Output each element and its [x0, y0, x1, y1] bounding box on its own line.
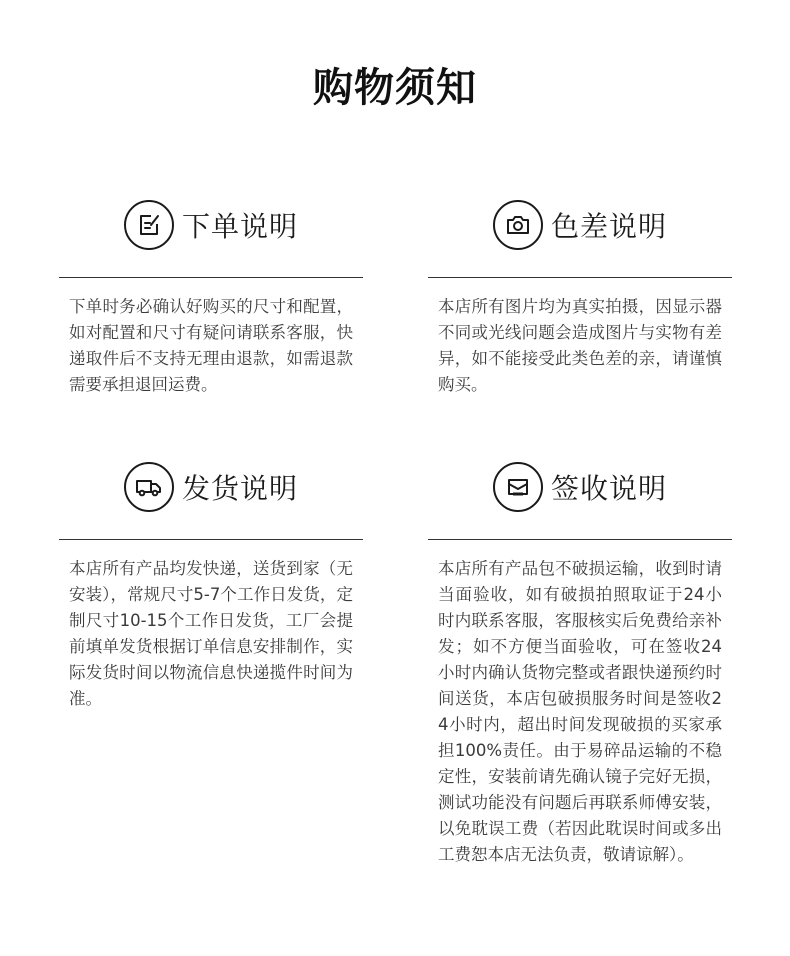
divider	[428, 277, 732, 278]
section-order	[59, 193, 363, 398]
section-shipping	[59, 455, 363, 712]
section-title: 发货说明	[181, 472, 298, 505]
divider	[428, 539, 732, 540]
edit-note-icon	[124, 200, 174, 250]
section-title: 下单说明	[181, 210, 298, 243]
section-header	[59, 455, 363, 519]
section-header	[428, 455, 732, 519]
section-body: 本店所有图片均为真实拍摄，因显示器不同或光线问题会造成图片与实物有差异，如不能接受此类色差的亲，请谨慎购买。	[438, 297, 722, 394]
section-body: 本店所有产品均发快递，送货到家（无安装），常规尺寸5-7个工作日发货，定制尺寸10-15个工作日发货，工厂会提前填单发货根据订单信息安排制作，实际发货时间以物流信息快递揽件时间为准。	[69, 559, 353, 708]
divider	[59, 539, 363, 540]
truck-icon	[124, 462, 174, 512]
section-header	[59, 193, 363, 257]
section-color	[428, 193, 732, 398]
section-title: 签收说明	[550, 472, 667, 505]
camera-icon	[493, 200, 543, 250]
page-title: 购物须知	[313, 65, 477, 111]
package-icon	[493, 462, 543, 512]
section-title: 色差说明	[550, 210, 667, 243]
section-body: 本店所有产品包不破损运输，收到时请当面验收，如有破损拍照取证于24小时内联系客服，客服核实后免费给亲补发；如不方便当面验收，可在签收24小时内确认货物完整或者跟快递预约时间送货，本店包破损服务时间是签收24小时内，超出时间发现破损的买家承担100%责任。由于易碎品运输的不稳定性，安装前请先确认镜子完好无损，测试功能没有问题后再联系师傅安装，以免耽误工费（若因此耽误时间或多出工费恕本店无法负责，敬请谅解）。	[438, 559, 722, 864]
section-receipt	[428, 455, 732, 868]
divider	[59, 277, 363, 278]
section-body: 下单时务必确认好购买的尺寸和配置，如对配置和尺寸有疑问请联系客服，快递取件后不支持无理由退款，如需退款需要承担退回运费。	[69, 297, 353, 394]
section-header	[428, 193, 732, 257]
